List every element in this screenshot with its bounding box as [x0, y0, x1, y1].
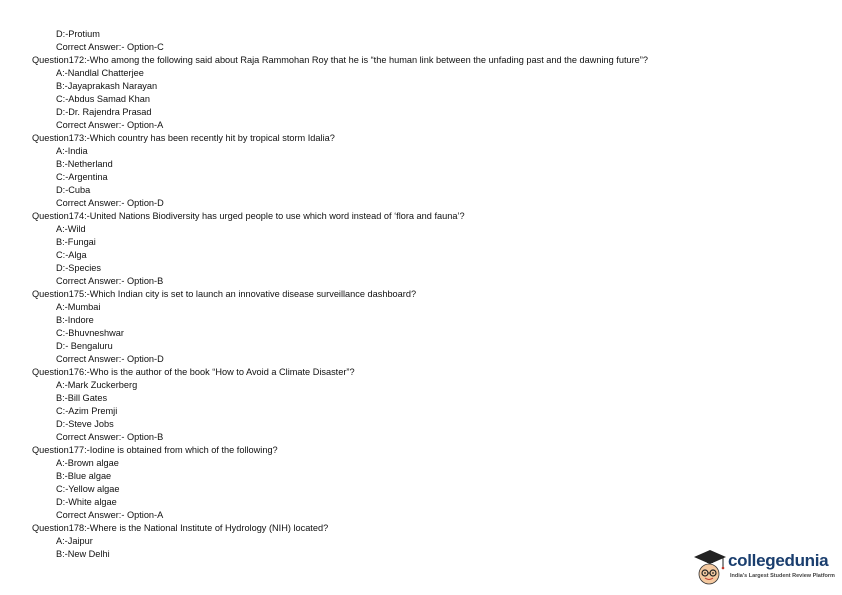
- logo-wordmark: collegedunia: [728, 551, 829, 570]
- answer-option: C:-Bhuvneshwar: [56, 328, 124, 338]
- graduate-mascot-icon: [690, 547, 728, 587]
- answer-option: D:-Species: [56, 263, 101, 273]
- answer-option: B:-Netherland: [56, 159, 113, 169]
- question-text: Question173:-Which country has been recently hit by tropical storm Idalia?: [32, 133, 335, 143]
- answer-option: B:-New Delhi: [56, 549, 110, 559]
- answer-option: A:-Nandlal Chatterjee: [56, 68, 144, 78]
- correct-answer: Correct Answer:- Option-A: [56, 120, 164, 130]
- answer-option: C:-Azim Premji: [56, 406, 118, 416]
- correct-answer: Correct Answer:- Option-D: [56, 354, 164, 364]
- answer-option: A:-Mark Zuckerberg: [56, 380, 138, 390]
- question-text: Question177:-Iodine is obtained from which of the following?: [32, 445, 278, 455]
- answer-option: D:- Bengaluru: [56, 341, 113, 351]
- logo-tagline: India's Largest Student Review Platform: [730, 573, 835, 579]
- question-list: [32, 28, 792, 561]
- answer-option: D:-Dr. Rajendra Prasad: [56, 107, 152, 117]
- answer-option: A:-Wild: [56, 224, 86, 234]
- answer-option: D:-Cuba: [56, 185, 91, 195]
- answer-option: C:-Alga: [56, 250, 87, 260]
- answer-option: D:-White algae: [56, 497, 117, 507]
- answer-option: D:-Steve Jobs: [56, 419, 114, 429]
- answer-option: A:-India: [56, 146, 88, 156]
- collegedunia-logo: [690, 547, 835, 587]
- answer-option: A:-Jaipur: [56, 536, 93, 546]
- answer-option: C:-Abdus Samad Khan: [56, 94, 150, 104]
- answer-option: C:-Argentina: [56, 172, 108, 182]
- answer-option: B:-Indore: [56, 315, 94, 325]
- answer-option: B:-Bill Gates: [56, 393, 108, 403]
- question-text: Question172:-Who among the following said about Raja Rammohan Roy that he is “the human link between the unfading past and the dawning future”?: [32, 55, 648, 65]
- correct-answer: Correct Answer:- Option-C: [56, 42, 164, 52]
- question-text: Question178:-Where is the National Institute of Hydrology (NIH) located?: [32, 523, 329, 533]
- answer-option: B:-Fungai: [56, 237, 96, 247]
- answer-option: B:-Blue algae: [56, 471, 112, 481]
- correct-answer: Correct Answer:- Option-D: [56, 198, 164, 208]
- answer-option: D:-Protium: [56, 29, 100, 39]
- correct-answer: Correct Answer:- Option-B: [56, 276, 164, 286]
- correct-answer: Correct Answer:- Option-B: [56, 432, 164, 442]
- question-text: Question174:-United Nations Biodiversity has urged people to use which word instead of ‘flora and fauna’?: [32, 211, 465, 221]
- answer-option: C:-Yellow algae: [56, 484, 120, 494]
- answer-option: A:-Brown algae: [56, 458, 119, 468]
- answer-option: B:-Jayaprakash Narayan: [56, 81, 158, 91]
- question-text: Question175:-Which Indian city is set to launch an innovative disease surveillance dashboard?: [32, 289, 417, 299]
- correct-answer: Correct Answer:- Option-A: [56, 510, 164, 520]
- question-text: Question176:-Who is the author of the book “How to Avoid a Climate Disaster”?: [32, 367, 355, 377]
- answer-option: A:-Mumbai: [56, 302, 101, 312]
